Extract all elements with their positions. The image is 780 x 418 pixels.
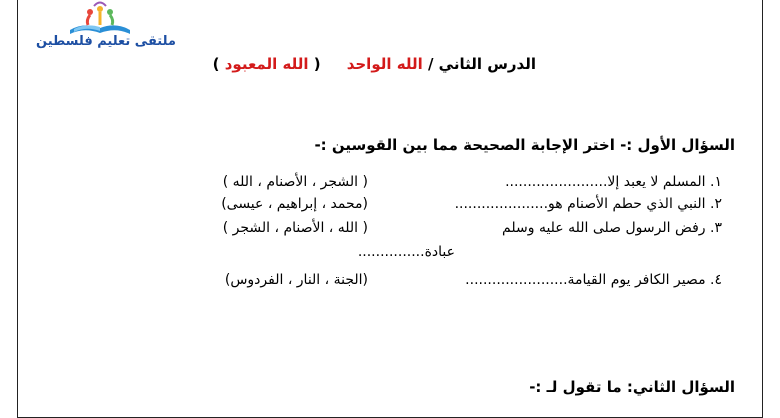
lesson-paren-close: ) <box>212 55 220 73</box>
lesson-subtitle-red: الله المعبود <box>224 55 309 73</box>
open-book-with-figures-icon <box>64 0 136 36</box>
q1-item-2-options: (محمد ، إبراهيم ، عيسى) <box>221 196 368 212</box>
lesson-paren-open: ( <box>313 55 321 73</box>
q1-item-2: ٢. النبي الذي حطم الأصنام هو..................... <box>454 196 722 212</box>
q1-item-1-options: ( الشجر ، الأصنام ، الله ) <box>222 174 368 190</box>
q1-item-4: ٤. مصير الكافر يوم القيامة....................... <box>465 272 722 288</box>
question1-heading: السؤال الأول :- اختر الإجابة الصحيحة مما بين القوسين :- <box>314 136 735 154</box>
q1-item-3: ٣. رفض الرسول صلى الله عليه وسلم <box>502 220 722 236</box>
question2-heading: السؤال الثاني: ما تقول لـ :- <box>529 378 735 396</box>
lesson-prefix: الدرس الثاني / <box>427 55 536 73</box>
site-logo <box>36 0 176 54</box>
q1-item-3-options: ( الله ، الأصنام ، الشجر ) <box>222 220 368 236</box>
q1-item-1: ١. المسلم لا يعبد إلا....................... <box>505 174 722 190</box>
q1-item-4-options: (الجنة ، النار ، الفردوس) <box>224 272 368 288</box>
lesson-title <box>213 55 536 73</box>
q1-item-3-continuation: عبادة............... <box>357 244 455 260</box>
lesson-title-red: الله الواحد <box>346 55 423 73</box>
logo-text: ملتقى تعليم فلسطين <box>36 34 176 49</box>
